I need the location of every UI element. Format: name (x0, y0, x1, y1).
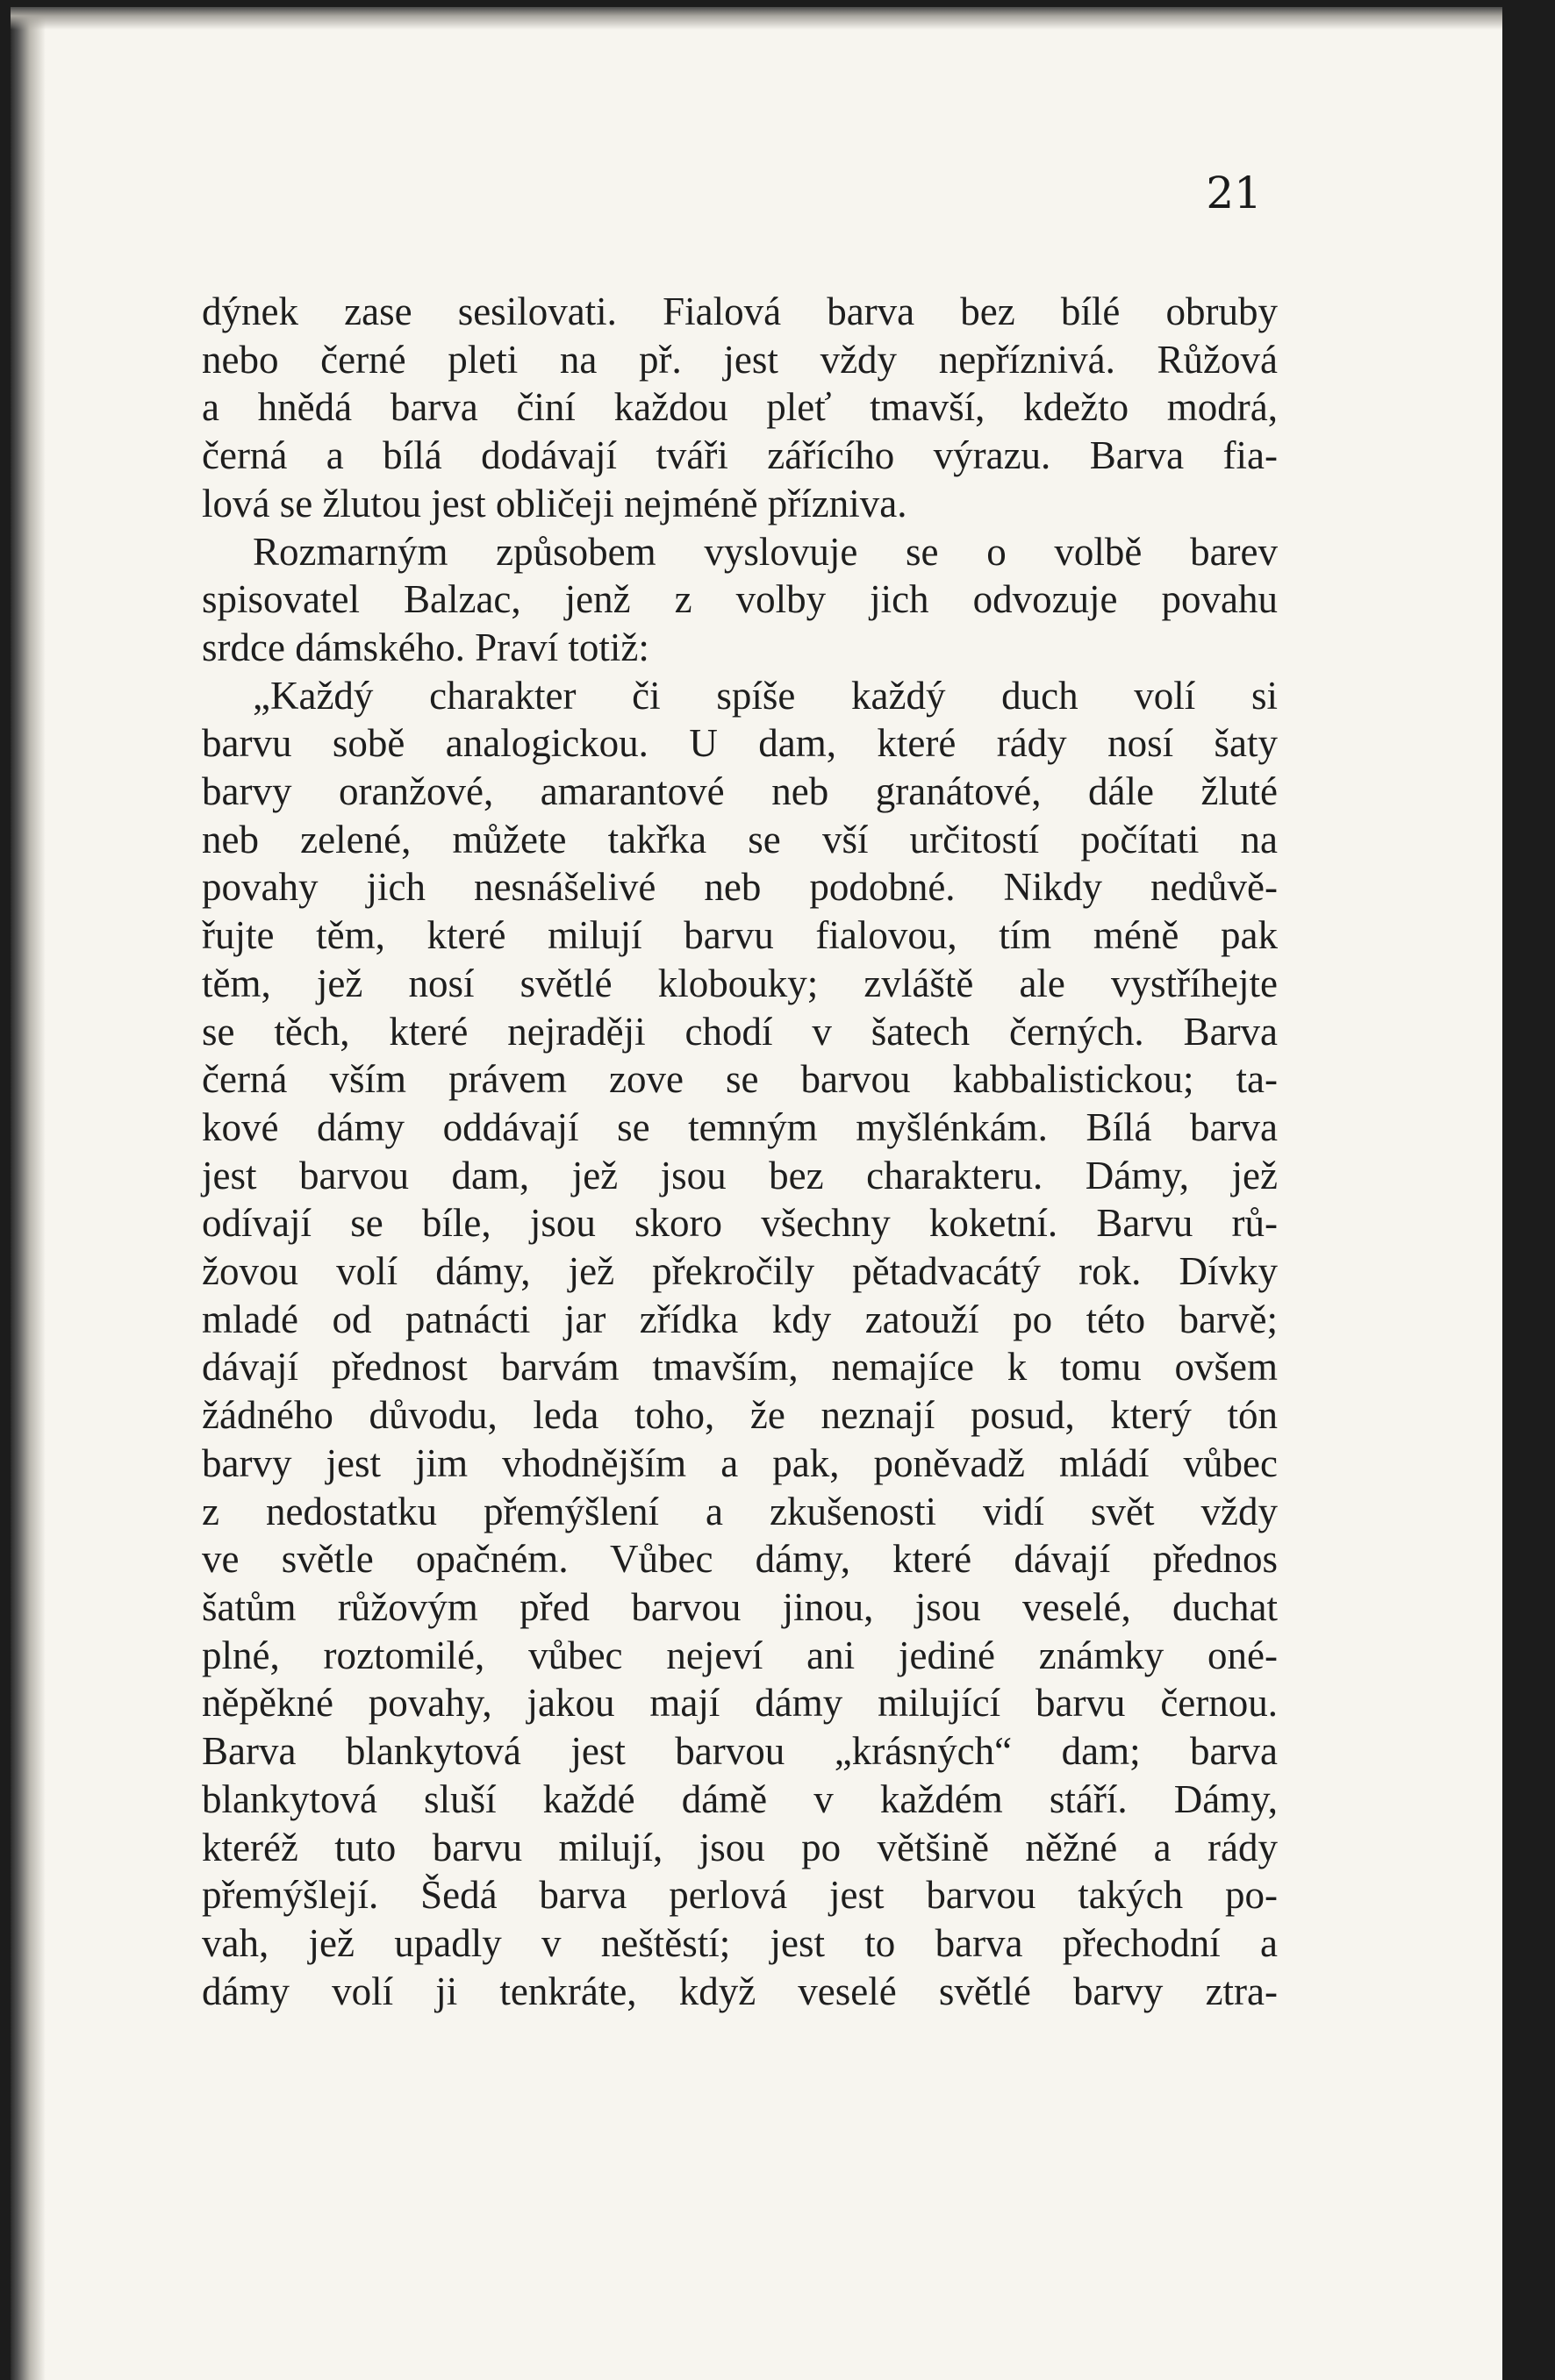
text-line: srdce dámského. Praví totiž: (202, 625, 649, 669)
text-line: z nedostatku přemýšlení a zkušenosti vidí svět vždy (202, 1489, 1278, 1533)
text-line: a hnědá barva činí každou pleť tmavší, kdežto modrá, (202, 385, 1278, 430)
top-edge-shadow (11, 7, 1502, 30)
text-line: žádného důvodu, leda toho, že neznají posud, který tón (202, 1393, 1278, 1438)
text-line: blankytová sluší každé dámě v každém stáří. Dámy, (202, 1776, 1278, 1821)
text-line: barvu sobě analogickou. U dam, které rády nosí šaty (202, 721, 1278, 766)
text-line: vah, jež upadly v neštěstí; jest to barva přechodní a (202, 1920, 1278, 1965)
text-line: Rozmarným způsobem vyslovuje se o volbě barev (253, 529, 1278, 574)
text-line: kové dámy oddávají se temným myšlénkám. Bílá barva (202, 1104, 1278, 1149)
text-line: Barva blankytová jest barvou „krásných“ dam; barva (202, 1729, 1278, 1774)
text-line: neb zelené, můžete takřka se vší určitostí počítati na (202, 817, 1278, 861)
text-line: šatům růžovým před barvou jinou, jsou veselé, duchat (202, 1584, 1278, 1629)
text-line: barvy oranžové, amarantové neb granátové, dále žluté (202, 769, 1278, 814)
text-line: povahy jich nesnášelivé neb podobné. Nikdy nedůvě- (202, 865, 1278, 910)
text-line: mladé od patnácti jar zřídka kdy zatouží po této barvě; (202, 1297, 1278, 1341)
book-page (11, 7, 1502, 2380)
text-line: se těch, které nejraději chodí v šatech černých. Barva (202, 1009, 1278, 1054)
text-line: odívají se bíle, jsou skoro všechny koketní. Barvu rů- (202, 1201, 1278, 1246)
text-line: dávají přednost barvám tmavším, nemajíce k tomu ovšem (202, 1345, 1278, 1390)
text-line: přemýšlejí. Šedá barva perlová jest barvou takých po- (202, 1873, 1278, 1918)
text-line: černá a bílá dodávají tváři zářícího výrazu. Barva fia- (202, 433, 1278, 478)
text-line: dýnek zase sesilovati. Fialová barva bez bílé obruby (202, 289, 1278, 333)
text-line: kteréž tuto barvu milují, jsou po většině něžné a rády (202, 1825, 1278, 1869)
text-line: jest barvou dam, jež jsou bez charakteru. Dámy, jež (202, 1153, 1278, 1197)
text-line: spisovatel Balzac, jenž z volby jich odvozuje povahu (202, 577, 1278, 622)
text-line: „Každý charakter či spíše každý duch volí si (253, 673, 1278, 718)
text-line: těm, jež nosí světlé klobouky; zvláště ale vystříhejte (202, 961, 1278, 1005)
text-line: barvy jest jim vhodnějším a pak, poněvadž mládí vůbec (202, 1440, 1278, 1485)
text-line: ve světle opačném. Vůbec dámy, které dávají přednos (202, 1537, 1278, 1582)
text-line: nebo černé pleti na př. jest vždy nepříznivá. Růžová (202, 337, 1278, 382)
text-line: lová se žlutou jest obličeji nejméně přízniva. (202, 481, 907, 525)
text-line: černá vším právem zove se barvou kabbalistickou; ta- (202, 1057, 1278, 1102)
page-number: 21 (1206, 168, 1262, 218)
text-line: plné, roztomilé, vůbec nejeví ani jediné známky oné- (202, 1633, 1278, 1677)
text-line: žovou volí dámy, jež překročily pětadvacátý rok. Dívky (202, 1249, 1278, 1294)
binding-shadow (11, 7, 46, 2380)
text-line: řujte těm, které milují barvu fialovou, tím méně pak (202, 913, 1278, 958)
text-line: něpěkné povahy, jakou mají dámy milující barvu černou. (202, 1681, 1278, 1726)
body-text (202, 288, 1278, 2015)
text-line: dámy volí ji tenkráte, když veselé světlé barvy ztra- (202, 1969, 1278, 2013)
